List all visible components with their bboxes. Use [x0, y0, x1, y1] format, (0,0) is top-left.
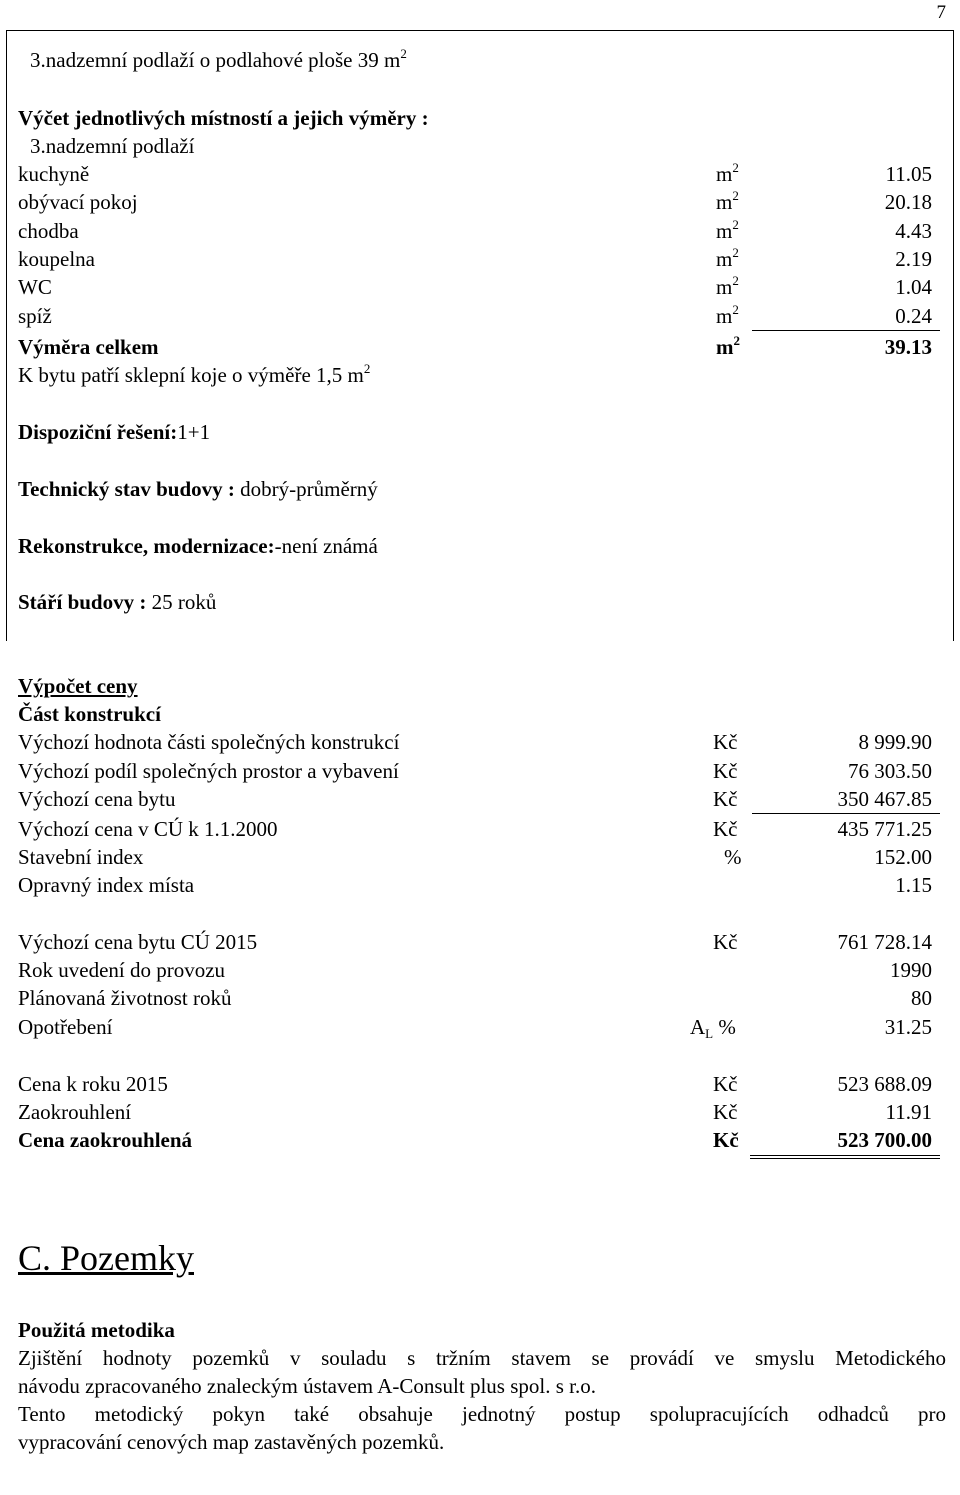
age-info: Stáří budovy : 25 roků — [18, 590, 217, 614]
price-row-value: 152.00 — [874, 845, 932, 869]
room-area: 4.43 — [895, 219, 932, 243]
room-unit: $m^2$ — [716, 217, 739, 243]
price-row-value: 31.25 — [884, 1015, 932, 1039]
method-para1-line1: Zjištění hodnoty pozemků v souladu s tržním stavem se provádí ve smyslu Metodického — [18, 1346, 946, 1370]
total-area-label: Výměra celkem — [18, 335, 159, 359]
section-c-heading: C. Pozemky — [18, 1238, 194, 1278]
price-row-label: Opotřebení — [18, 1015, 113, 1039]
sum-rule — [752, 330, 940, 331]
price-row-value: 80 — [911, 986, 932, 1010]
price-row-unit: Kč — [713, 930, 738, 954]
sum-rule — [752, 813, 940, 814]
price-row-label: Plánovaná životnost roků — [18, 986, 232, 1010]
price-row-label: Výchozí cena v CÚ k 1.1.2000 — [18, 817, 278, 841]
total-area-unit: $m^2$ — [716, 333, 740, 359]
room-name: chodba — [18, 219, 79, 243]
price-calc-subheading: Část konstrukcí — [18, 702, 161, 726]
price-row-unit: Kč — [713, 1072, 738, 1096]
room-area: 11.05 — [885, 162, 932, 186]
final-rule-top — [750, 1155, 940, 1156]
reconstruction-info: Rekonstrukce, modernizace:-není známá — [18, 534, 378, 558]
price-row-unit: % — [724, 845, 742, 869]
price-row-value: 761 728.14 — [837, 930, 932, 954]
price-row-unit: $A_L$ % — [690, 1015, 736, 1041]
room-name: kuchyně — [18, 162, 90, 186]
price-row-value: 523 688.09 — [837, 1072, 932, 1096]
final-rule-bottom — [750, 1158, 940, 1159]
price-row-unit: Kč — [713, 1100, 738, 1124]
price-row-label: Rok uvedení do provozu — [18, 958, 226, 982]
price-row-value: 8 999.90 — [858, 730, 932, 754]
floor-heading: 3.nadzemní podlaží o podlahové ploše 39 $m^2$ — [30, 46, 407, 72]
method-para1-line2: návodu zpracovaného znaleckým ústavem A-Consult plus spol. s r.o. — [18, 1374, 596, 1398]
price-row-unit: Kč — [713, 817, 738, 841]
method-para2-line2: vypracování cenových map zastavěných pozemků. — [18, 1430, 445, 1454]
layout-info: Dispoziční řešení:1+1 — [18, 420, 211, 444]
room-unit: $m^2$ — [716, 302, 739, 328]
price-row-label: Výchozí hodnota části společných konstrukcí — [18, 730, 400, 754]
total-area-value: 39.13 — [884, 335, 932, 359]
price-row-unit: Kč — [713, 759, 738, 783]
price-row-label: Výchozí cena bytu — [18, 787, 176, 811]
room-area: 20.18 — [884, 190, 932, 214]
price-row-label: Opravný index místa — [18, 873, 195, 897]
page-number: 7 — [936, 2, 946, 23]
room-name: koupelna — [18, 247, 95, 271]
final-price-label: Cena zaokrouhlená — [18, 1128, 193, 1152]
final-price-value: 523 700.00 — [837, 1128, 932, 1152]
price-row-label: Stavební index — [18, 845, 144, 869]
price-row-unit: Kč — [713, 730, 738, 754]
condition-info: Technický stav budovy : dobrý-průměrný — [18, 477, 378, 501]
room-unit: $m^2$ — [716, 188, 739, 214]
final-price-unit: Kč — [713, 1128, 739, 1152]
price-row-value: 76 303.50 — [848, 759, 932, 783]
price-row-unit: Kč — [713, 787, 738, 811]
price-row-value: 1.15 — [895, 873, 932, 897]
method-heading: Použitá metodika — [18, 1318, 175, 1342]
method-para2-line1: Tento metodický pokyn také obsahuje jednotný postup spolupracujících odhadců pro — [18, 1402, 946, 1426]
room-name: obývací pokoj — [18, 190, 138, 214]
price-row-value: 435 771.25 — [837, 817, 932, 841]
price-calc-heading: Výpočet ceny — [18, 674, 138, 698]
price-row-value: 11.91 — [885, 1100, 932, 1124]
price-row-value: 350 467.85 — [837, 787, 932, 811]
room-unit: $m^2$ — [716, 273, 739, 299]
price-row-label: Zaokrouhlení — [18, 1100, 132, 1124]
room-unit: $m^2$ — [716, 245, 739, 271]
rooms-heading: Výčet jednotlivých místností a jejich výměry : — [18, 106, 429, 130]
price-row-value: 1990 — [890, 958, 932, 982]
floor-subheading: 3.nadzemní podlaží — [30, 134, 195, 158]
room-name: spíž — [18, 304, 52, 328]
room-name: WC — [18, 275, 52, 299]
room-area: 2.19 — [895, 247, 932, 271]
price-row-label: Výchozí podíl společných prostor a vybavení — [18, 759, 399, 783]
price-row-label: Cena k roku 2015 — [18, 1072, 168, 1096]
price-row-label: Výchozí cena bytu CÚ 2015 — [18, 930, 258, 954]
cellar-note: K bytu patří sklepní koje o výměře 1,5 $m^2$ — [18, 361, 371, 387]
room-unit: $m^2$ — [716, 160, 739, 186]
room-area: 0.24 — [895, 304, 932, 328]
room-area: 1.04 — [895, 275, 932, 299]
